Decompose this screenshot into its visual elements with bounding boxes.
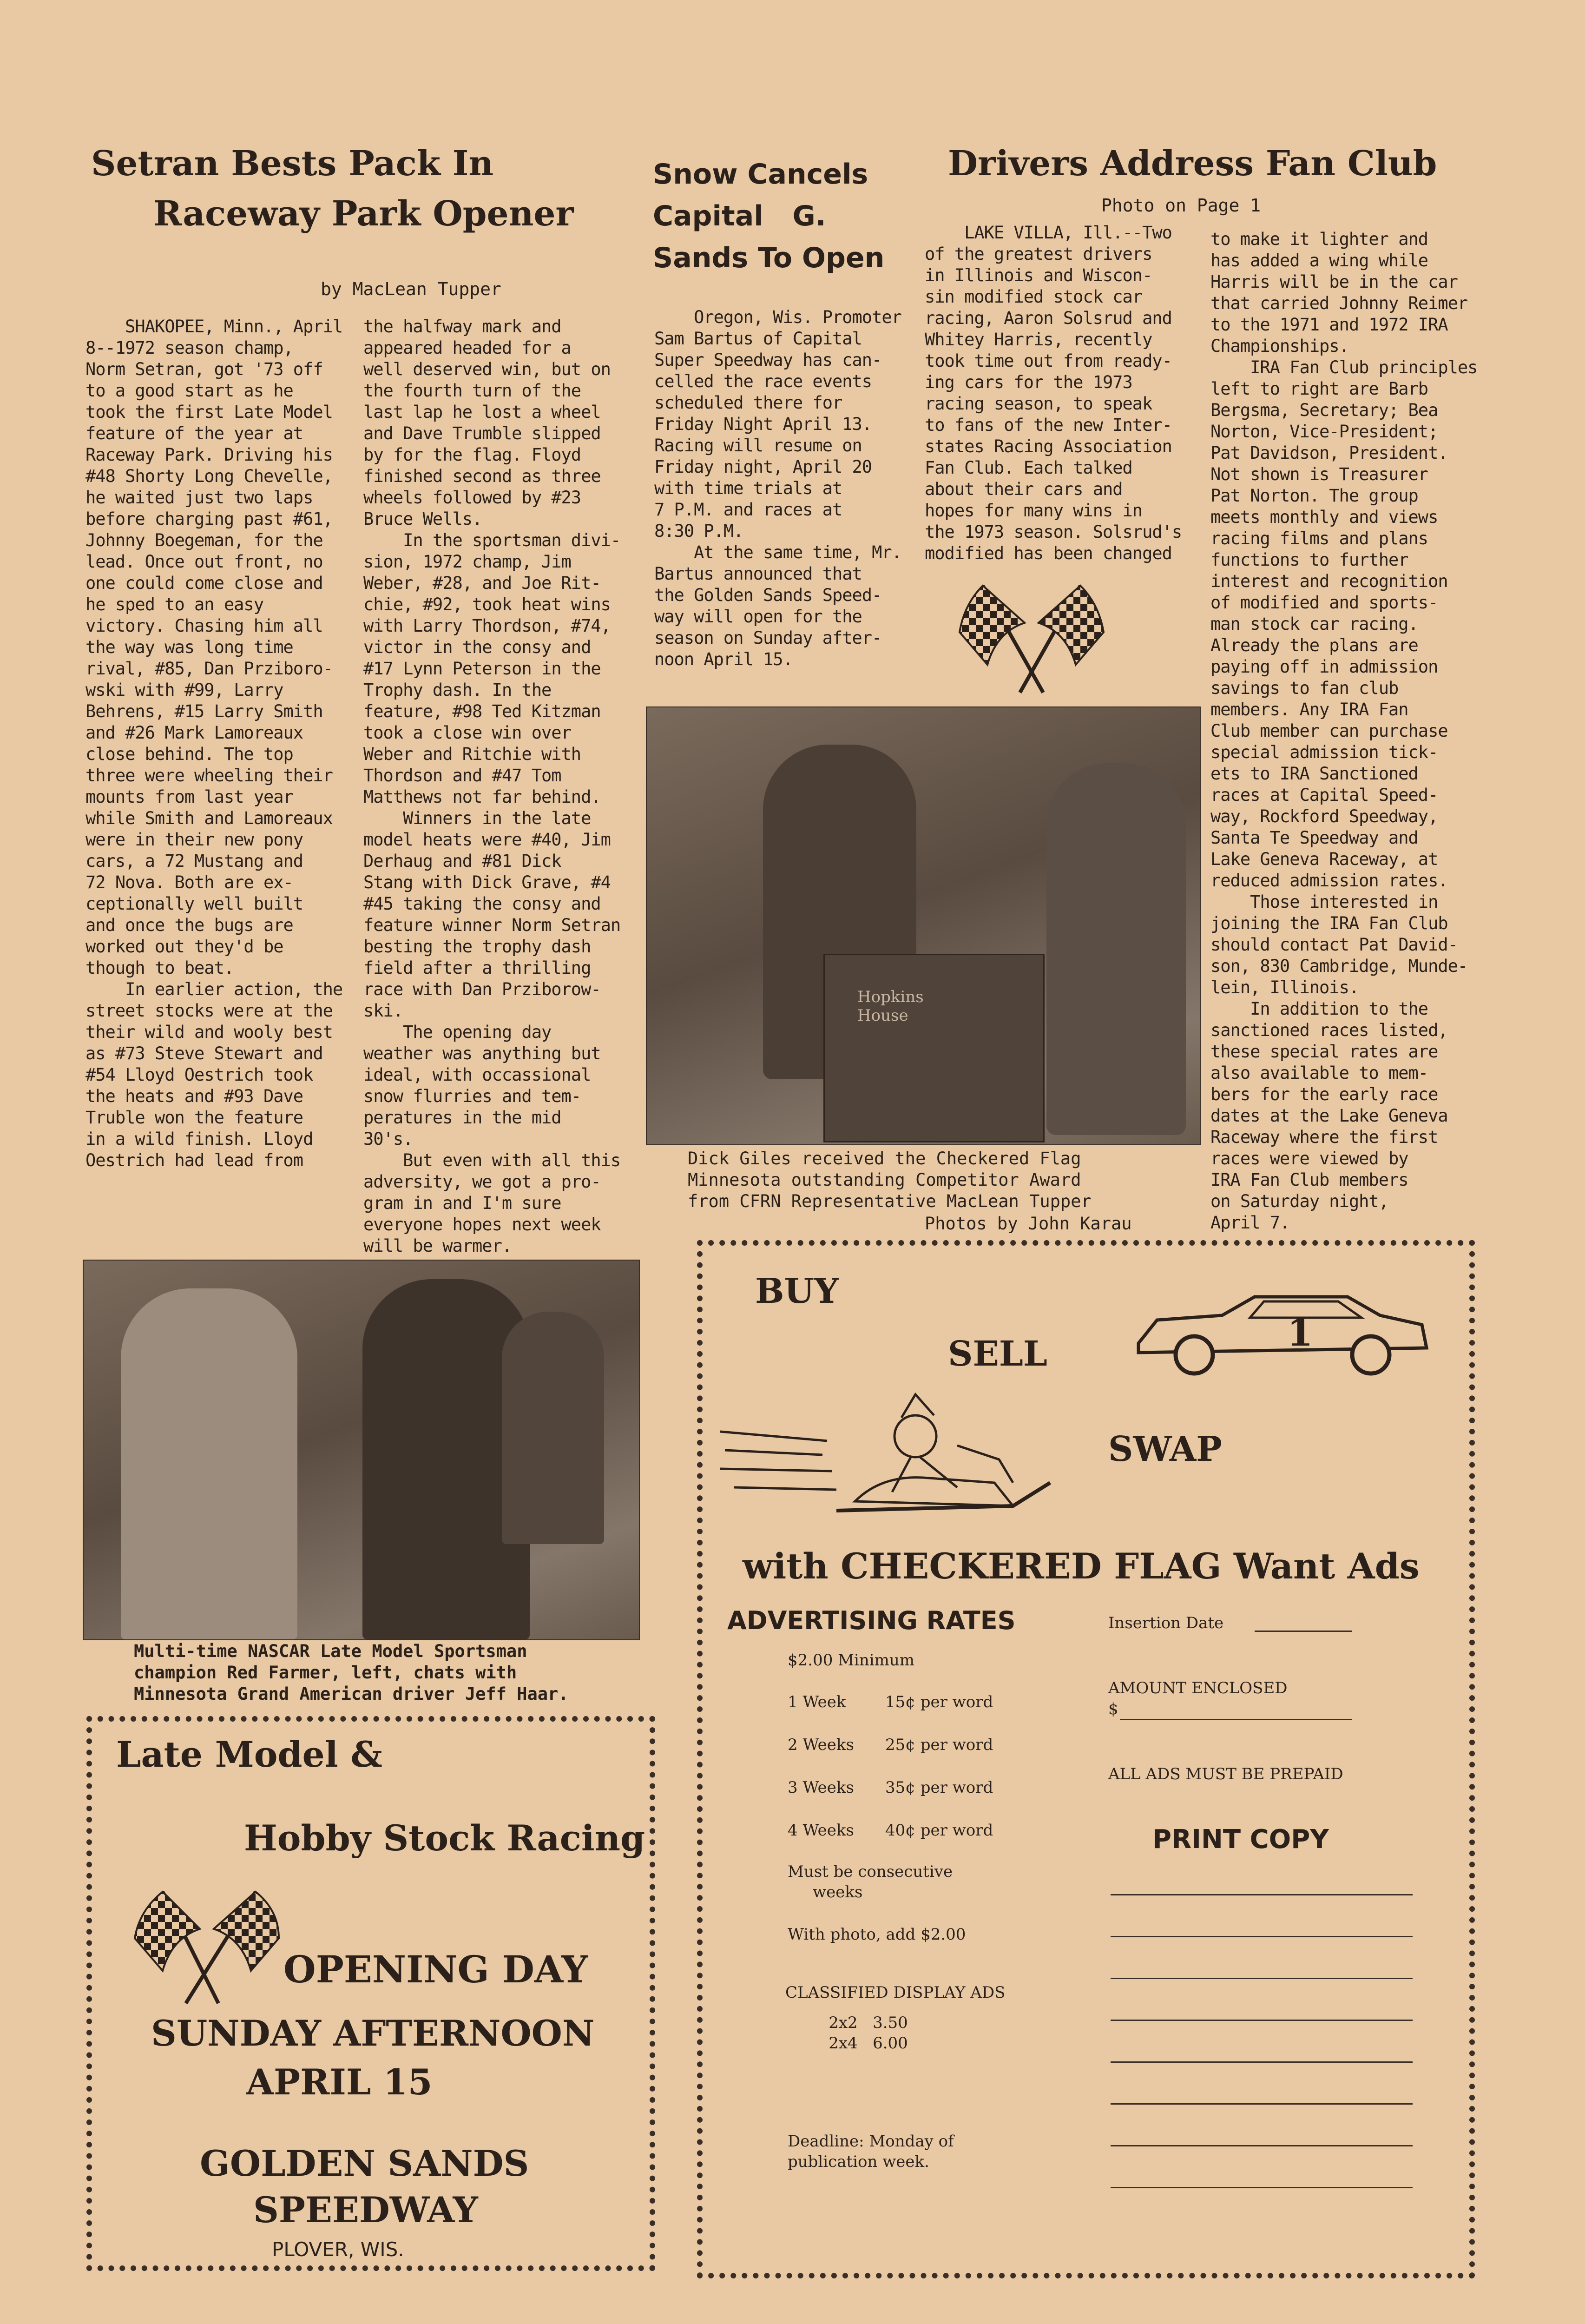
checkered-flags-ad-icon — [130, 1887, 283, 2008]
amount-enclosed-field[interactable] — [1120, 1719, 1352, 1720]
checkered-flags-icon — [955, 576, 1108, 697]
advertising-rates-title: ADVERTISING RATES — [727, 1606, 1016, 1635]
dick-giles-caption: Dick Giles received the Checkered Flag Minnesota outstanding Competitor Award from CFRN Representative MacLean Tupper — [688, 1149, 1092, 1211]
copy-line[interactable] — [1111, 2187, 1413, 2188]
deadline-note: Deadline: Monday of publication week. — [788, 2132, 954, 2171]
amount-enclosed-label: AMOUNT ENCLOSED — [1108, 1679, 1288, 1697]
fanclub-column-2: to make it lighter and has added a wing while Harris will be in the car that carried Johnny Reimer to the 1971 and 1972 IRA Championships. IRA Fan Club principles left to right are Barb Bergsma, Secretary; Bea Norton, Vice-President; Pat Davidson, President. Not shown is Treasurer Pat Norton. The group meets monthly and views racing films and plans functions to further interest and recognition of modified and sports- man stock car racing. Already the plans are paying off in admission savings to fan club members. Any IRA Fan Club member can purchase special admission tick- ets to IRA Sanctioned races at Capital Speed- way, Rockford Speedway, Santa Te Speedway and Lake Geneva Raceway, at reduced admission rates. Those interested in joining the IRA Fan Club should contact Pat David- son, 830 Cambridge, Munde- lein, Illinois. In addition to the sanctioned races listed, these special rates are also available to mem- bers for the early race dates at the Lake Geneva Raceway where the first races were viewed by IRA Fan Club members on Saturday night, April 7. — [1210, 229, 1478, 1233]
fanclub-photo-note: Photo on Page 1 — [1101, 195, 1261, 216]
ad-line-sunday-afternoon: SUNDAY AFTERNOON — [151, 2013, 595, 2054]
rate-price: 25¢ per word — [885, 1736, 993, 1754]
red-farmer-caption: Multi-time NASCAR Late Model Sportsman champion Red Farmer, left, chats with Minnesota Grand American driver Jeff Haar. — [134, 1641, 569, 1704]
dick-giles-photo — [646, 706, 1201, 1145]
setran-column-1: SHAKOPEE, Minn., April 8--1972 season champ, Norm Setran, got '73 off to a good start as he took the first Late Model feature of the year at Raceway Park. Driving his #48 Shorty Long Chevelle, he waited just two laps before charging past #61, Johnny Boegeman, for the lead. Once out front, no one could come close and he sped to an easy victory. Chasing him all the way was long time rival, #85, Dan Prziboro- wski with #99, Larry Behrens, #15 Larry Smith and #26 Mark Lamoreaux close behind. The top three were wheeling their mounts from last year while Smith and Lamoreaux were in their new pony cars, a 72 Mustang and 72 Nova. Both are ex- ceptionally well built and once the bugs are worked out they'd be though to beat. In earlier action, the street stocks were at the their wild and wooly best as #73 Steve Stewart and #54 Lloyd Oestrich took the heats and #93 Dave Truble won the feature in a wild finish. Lloyd Oestrich had lead from — [85, 317, 343, 1170]
rate-price: 15¢ per word — [885, 1693, 993, 1711]
red-farmer-photo — [83, 1260, 640, 1640]
copy-line[interactable] — [1111, 1978, 1413, 1979]
copy-line[interactable] — [1111, 2103, 1413, 2105]
amount-dollar-sign: $ — [1108, 1700, 1118, 1718]
fanclub-headline: Drivers Address Fan Club — [948, 144, 1437, 184]
copy-line[interactable] — [1111, 2020, 1413, 2021]
photo-credit: Photos by John Karau — [925, 1214, 1132, 1234]
ad-line-april-15: APRIL 15 — [246, 2061, 433, 2103]
ad-line-opening-day: OPENING DAY — [283, 1948, 588, 1991]
fanclub-column-1: LAKE VILLA, Ill.--Two of the greatest drivers in Illinois and Wiscon- sin modified stock car racing, Aaron Solsrud and Whitey Harris, recently took time out from ready- ing cars for the 1973 racing season, to speak to fans of the new Inter- states Racing Association Fan Club. Each talked about their cars and hopes for many wins in the 1973 season. Solsrud's modified has been changed — [925, 223, 1182, 563]
ad-line-plover: PLOVER, WIS. — [272, 2238, 404, 2261]
svg-text:1: 1 — [1287, 1311, 1313, 1354]
snow-body: Oregon, Wis. Promoter Sam Bartus of Capital Super Speedway has can- celled the race events scheduled there for Friday Night April 13. Racing will resume on Friday night, April 20 with time trials at 7 P.M. and races at 8:30 P.M. At the same time, Mr. Bartus announced that the Golden Sands Speed- way will open for the season on Sunday after- noon April 15. — [654, 307, 901, 669]
rate-price: 40¢ per word — [885, 1821, 993, 1840]
rates-consecutive-note: Must be consecutive weeks — [788, 1862, 953, 1901]
insertion-date-label: Insertion Date — [1108, 1614, 1224, 1632]
rate-period: 1 Week — [788, 1693, 846, 1711]
want-ads-swap: SWAP — [1108, 1429, 1222, 1469]
photo-figure-background — [502, 1312, 604, 1544]
setran-headline-line1: Setran Bests Pack In — [91, 144, 494, 184]
snow-headline-line1: Snow Cancels — [653, 158, 868, 191]
copy-line[interactable] — [1111, 1894, 1413, 1895]
want-ads-sell: SELL — [948, 1334, 1047, 1374]
copy-line[interactable] — [1111, 1936, 1413, 1937]
classified-display-rates: 2x2 3.50 2x4 6.00 — [829, 2014, 908, 2053]
ad-line-golden-sands: GOLDEN SANDS — [200, 2143, 529, 2184]
classified-display-title: CLASSIFIED DISPLAY ADS — [785, 1983, 1006, 2002]
want-ads-buy: BUY — [755, 1271, 839, 1311]
podium — [823, 954, 1045, 1142]
ad-line-hobby-stock: Hobby Stock Racing — [244, 1817, 645, 1859]
copy-line[interactable] — [1111, 2061, 1413, 2063]
setran-byline: by MacLean Tupper — [321, 279, 501, 299]
podium-sign: Hopkins House — [857, 988, 924, 1025]
rates-minimum: $2.00 Minimum — [788, 1651, 914, 1670]
race-car-icon — [1129, 1287, 1436, 1380]
prepaid-note: ALL ADS MUST BE PREPAID — [1108, 1765, 1343, 1783]
ad-line-late-model: Late Model & — [116, 1734, 382, 1775]
rate-period: 4 Weeks — [788, 1821, 854, 1840]
photo-figure-red-farmer — [121, 1288, 297, 1639]
rate-period: 2 Weeks — [788, 1736, 854, 1754]
rate-price: 35¢ per word — [885, 1778, 993, 1797]
setran-headline-line2: Raceway Park Opener — [153, 194, 574, 234]
copy-line[interactable] — [1111, 2145, 1413, 2146]
ad-line-speedway: SPEEDWAY — [253, 2189, 478, 2231]
print-copy-title: PRINT COPY — [1152, 1824, 1329, 1855]
rate-period: 3 Weeks — [788, 1778, 854, 1797]
snowmobile-cartoon-icon — [716, 1390, 1069, 1529]
want-ads-tagline: with CHECKERED FLAG Want Ads — [743, 1545, 1420, 1587]
rates-photo-add: With photo, add $2.00 — [788, 1925, 966, 1944]
snow-headline-line2: Capital G. — [653, 200, 826, 232]
setran-column-2: the halfway mark and appeared headed for a well deserved win, but on the fourth turn of the last lap he lost a wheel and Dave Trumble slipped by for the flag. Floyd finished second as three wheels followed by #23 Bruce Wells. In the sportsman divi- sion, 1972 champ, Jim Weber, #28, and Joe Rit- chie, #92, took heat wins with Larry Thordson, #74, victor in the consy and #17 Lynn Peterson in the Trophy dash. In the feature, #98 Ted Kitzman took a close win over Weber and Ritchie with Thordson and #47 Tom Matthews not far behind. Winners in the late model heats were #40, Jim Derhaug and #81 Dick Stang with Dick Grave, #4 #45 taking the consy and feature winner Norm Setran besting the trophy dash field after a thrilling race with Dan Prziborow- ski. The opening day weather was anything but ideal, with occassional snow flurries and tem- peratures in the mid 30's. But even with all this adversity, we got a pro- gram in and I'm sure everyone hopes next week will be warmer. — [363, 317, 621, 1256]
photo-figure-right — [1046, 763, 1186, 1135]
snow-headline-line3: Sands To Open — [653, 242, 885, 274]
insertion-date-field[interactable] — [1255, 1631, 1352, 1632]
